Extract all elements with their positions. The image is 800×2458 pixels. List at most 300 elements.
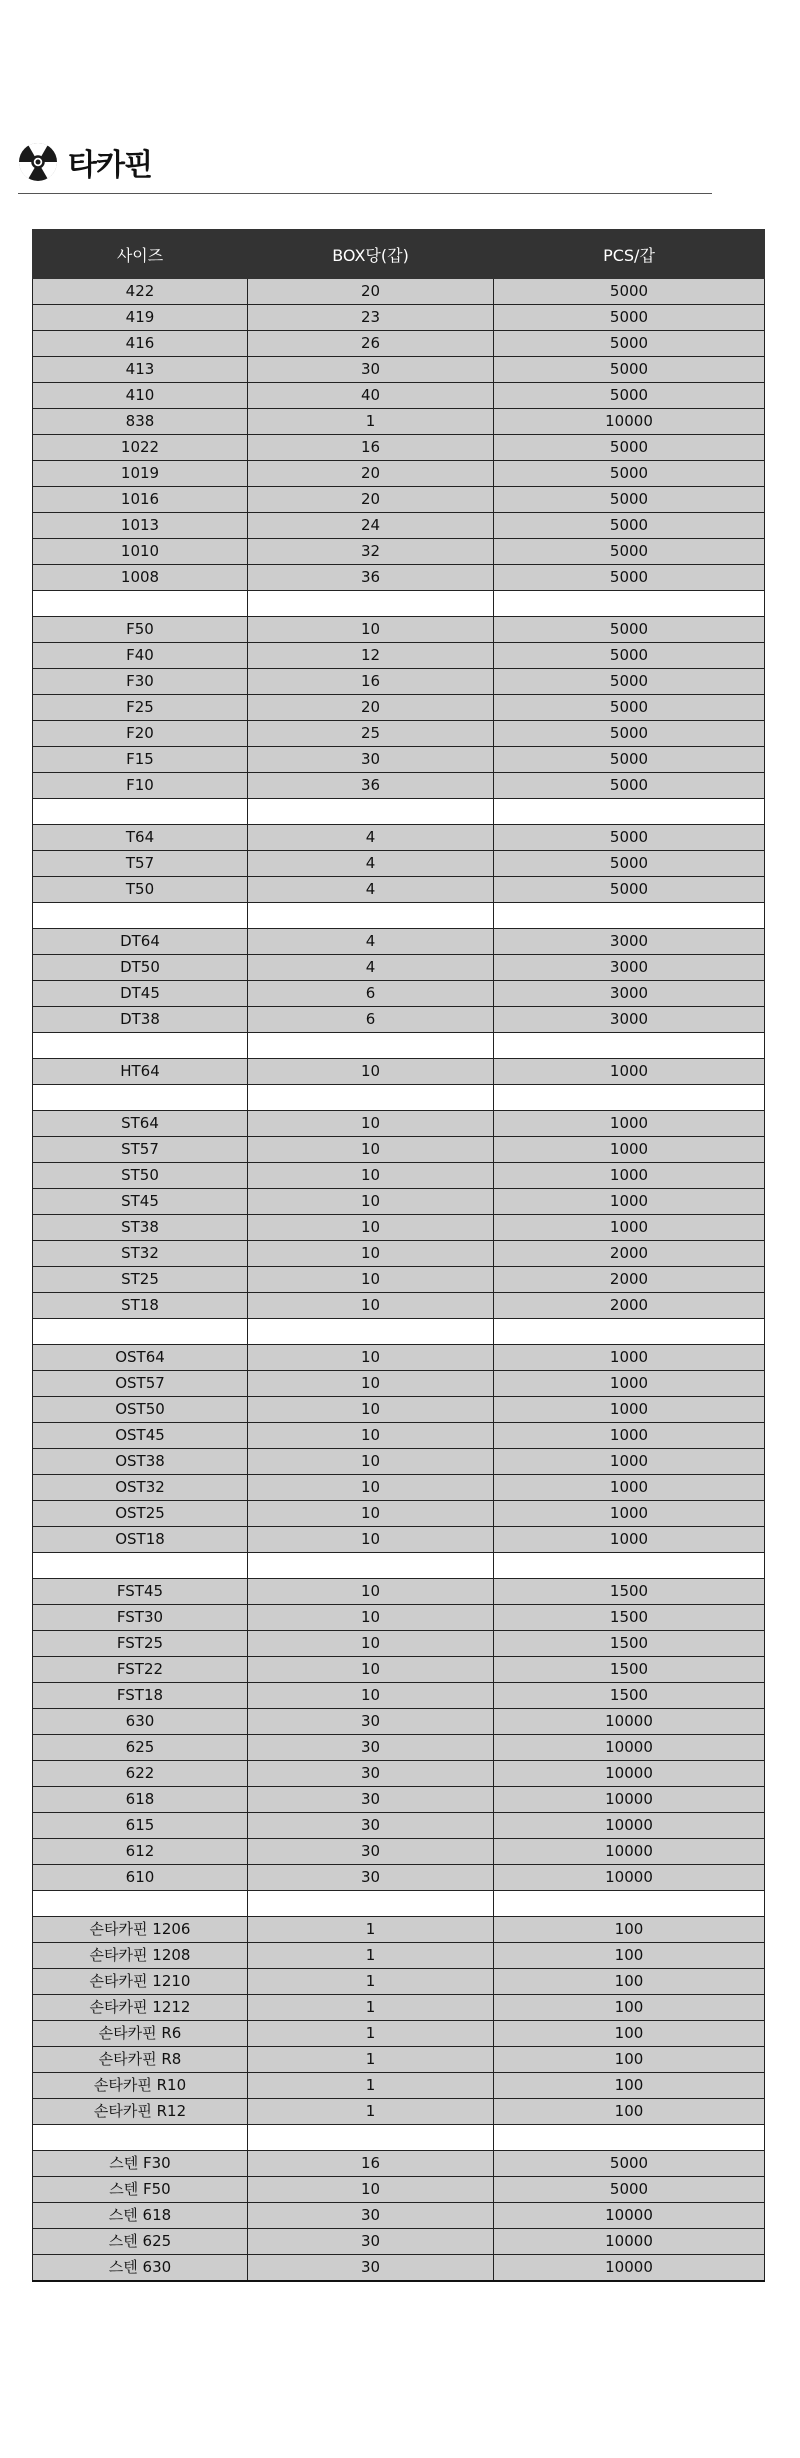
pcs-per-pack-cell: 1000 (494, 1111, 765, 1137)
box-count-cell: 10 (248, 1267, 494, 1293)
table-row (33, 1969, 765, 1995)
size-cell: 838 (33, 409, 248, 435)
table-row (33, 409, 765, 435)
pcs-per-pack-cell: 1500 (494, 1657, 765, 1683)
table-row (33, 877, 765, 903)
box-count-cell: 6 (248, 1007, 494, 1033)
size-cell: T50 (33, 877, 248, 903)
box-count-cell: 10 (248, 1189, 494, 1215)
size-cell: FST25 (33, 1631, 248, 1657)
box-count-cell: 10 (248, 1345, 494, 1371)
spec-table (32, 229, 765, 2282)
size-cell (33, 1319, 248, 1345)
size-cell: OST25 (33, 1501, 248, 1527)
separator-row (33, 1319, 765, 1345)
size-cell: F30 (33, 669, 248, 695)
size-cell: FST45 (33, 1579, 248, 1605)
box-count-cell: 10 (248, 1631, 494, 1657)
table-row (33, 1709, 765, 1735)
table-row (33, 695, 765, 721)
pcs-per-pack-cell: 3000 (494, 1007, 765, 1033)
table-row (33, 1943, 765, 1969)
box-count-cell: 10 (248, 1241, 494, 1267)
box-count-cell: 20 (248, 695, 494, 721)
pcs-per-pack-cell: 1500 (494, 1683, 765, 1709)
box-count-cell: 10 (248, 1059, 494, 1085)
pcs-per-pack-cell: 5000 (494, 461, 765, 487)
table-row (33, 357, 765, 383)
size-cell (33, 1085, 248, 1111)
table-row (33, 1189, 765, 1215)
size-cell: ST50 (33, 1163, 248, 1189)
pcs-per-pack-cell (494, 1085, 765, 1111)
pcs-per-pack-cell: 1000 (494, 1423, 765, 1449)
box-count-cell: 36 (248, 565, 494, 591)
table-row (33, 617, 765, 643)
size-cell: OST38 (33, 1449, 248, 1475)
size-cell: F50 (33, 617, 248, 643)
pcs-per-pack-cell: 1000 (494, 1501, 765, 1527)
table-header-row (33, 230, 765, 279)
pcs-per-pack-cell (494, 903, 765, 929)
table-row (33, 1397, 765, 1423)
box-count-cell: 1 (248, 2099, 494, 2125)
pcs-per-pack-cell: 100 (494, 2073, 765, 2099)
table-row (33, 1605, 765, 1631)
box-count-cell (248, 591, 494, 617)
pcs-per-pack-cell: 5000 (494, 695, 765, 721)
box-count-cell: 30 (248, 2255, 494, 2282)
box-count-cell: 12 (248, 643, 494, 669)
pcs-per-pack-cell: 5000 (494, 617, 765, 643)
box-count-cell: 30 (248, 1735, 494, 1761)
pcs-per-pack-cell: 10000 (494, 1865, 765, 1891)
pcs-per-pack-cell: 5000 (494, 279, 765, 305)
box-count-cell: 10 (248, 1683, 494, 1709)
size-cell (33, 591, 248, 617)
table-row (33, 1163, 765, 1189)
size-cell: FST18 (33, 1683, 248, 1709)
title-divider (18, 193, 712, 194)
table-row (33, 383, 765, 409)
table-row (33, 279, 765, 305)
size-cell: HT64 (33, 1059, 248, 1085)
box-count-cell: 10 (248, 1111, 494, 1137)
box-count-cell: 25 (248, 721, 494, 747)
pcs-per-pack-cell: 3000 (494, 955, 765, 981)
size-cell: OST18 (33, 1527, 248, 1553)
size-cell: 손타카핀 1208 (33, 1943, 248, 1969)
box-count-cell: 20 (248, 487, 494, 513)
pcs-per-pack-cell: 5000 (494, 2151, 765, 2177)
box-count-cell: 10 (248, 1657, 494, 1683)
table-row (33, 1475, 765, 1501)
box-count-cell (248, 1319, 494, 1345)
size-cell: ST32 (33, 1241, 248, 1267)
pcs-per-pack-cell: 1000 (494, 1527, 765, 1553)
box-count-cell: 30 (248, 1865, 494, 1891)
box-count-cell: 4 (248, 929, 494, 955)
table-row (33, 1657, 765, 1683)
pcs-per-pack-cell: 10000 (494, 2203, 765, 2229)
box-count-cell: 36 (248, 773, 494, 799)
pcs-per-pack-cell: 1500 (494, 1631, 765, 1657)
table-row (33, 1267, 765, 1293)
table-row (33, 1787, 765, 1813)
size-cell: 1019 (33, 461, 248, 487)
table-row (33, 487, 765, 513)
size-cell: 손타카핀 R6 (33, 2021, 248, 2047)
pcs-per-pack-cell: 10000 (494, 2255, 765, 2282)
size-cell: 416 (33, 331, 248, 357)
pcs-per-pack-cell: 1000 (494, 1397, 765, 1423)
box-count-cell: 30 (248, 1813, 494, 1839)
size-cell: F15 (33, 747, 248, 773)
box-count-cell: 1 (248, 1969, 494, 1995)
pcs-per-pack-cell: 5000 (494, 669, 765, 695)
table-row (33, 565, 765, 591)
table-row (33, 747, 765, 773)
table-row (33, 305, 765, 331)
pcs-per-pack-cell: 10000 (494, 1761, 765, 1787)
table-row (33, 461, 765, 487)
column-header-pcs-per-pack: PCS/갑 (494, 230, 765, 279)
size-cell: 손타카핀 R10 (33, 2073, 248, 2099)
pcs-per-pack-cell: 10000 (494, 409, 765, 435)
size-cell: 1016 (33, 487, 248, 513)
box-count-cell: 10 (248, 617, 494, 643)
box-count-cell: 16 (248, 669, 494, 695)
table-row (33, 1111, 765, 1137)
size-cell: 스텐 F30 (33, 2151, 248, 2177)
box-count-cell: 10 (248, 1501, 494, 1527)
size-cell: OST32 (33, 1475, 248, 1501)
table-row (33, 2203, 765, 2229)
table-row (33, 669, 765, 695)
pcs-per-pack-cell: 5000 (494, 539, 765, 565)
table-row (33, 955, 765, 981)
pcs-per-pack-cell (494, 1033, 765, 1059)
box-count-cell (248, 799, 494, 825)
size-cell: 413 (33, 357, 248, 383)
table-row (33, 851, 765, 877)
table-row (33, 2099, 765, 2125)
box-count-cell: 1 (248, 2021, 494, 2047)
table-row (33, 1241, 765, 1267)
pcs-per-pack-cell: 2000 (494, 1293, 765, 1319)
box-count-cell: 10 (248, 1163, 494, 1189)
table-row (33, 981, 765, 1007)
separator-row (33, 1085, 765, 1111)
table-row (33, 513, 765, 539)
size-cell: OST50 (33, 1397, 248, 1423)
table-row (33, 2151, 765, 2177)
size-cell: ST64 (33, 1111, 248, 1137)
box-count-cell: 10 (248, 1527, 494, 1553)
pcs-per-pack-cell: 1000 (494, 1163, 765, 1189)
size-cell (33, 1553, 248, 1579)
table-row (33, 825, 765, 851)
pcs-per-pack-cell: 5000 (494, 435, 765, 461)
size-cell: 1010 (33, 539, 248, 565)
size-cell: 1008 (33, 565, 248, 591)
pcs-per-pack-cell: 100 (494, 1995, 765, 2021)
pcs-per-pack-cell: 1000 (494, 1475, 765, 1501)
page-title: 타카핀 (68, 148, 152, 183)
pcs-per-pack-cell: 5000 (494, 331, 765, 357)
box-count-cell (248, 1085, 494, 1111)
table-row (33, 1007, 765, 1033)
size-cell: 410 (33, 383, 248, 409)
pcs-per-pack-cell: 5000 (494, 721, 765, 747)
size-cell: F40 (33, 643, 248, 669)
pcs-per-pack-cell (494, 1319, 765, 1345)
pcs-per-pack-cell: 1000 (494, 1371, 765, 1397)
box-count-cell: 1 (248, 1917, 494, 1943)
pcs-per-pack-cell: 100 (494, 2099, 765, 2125)
table-row (33, 1735, 765, 1761)
size-cell: DT50 (33, 955, 248, 981)
box-count-cell: 1 (248, 2073, 494, 2099)
size-cell: T64 (33, 825, 248, 851)
table-row (33, 539, 765, 565)
box-count-cell: 30 (248, 1787, 494, 1813)
box-count-cell (248, 1553, 494, 1579)
size-cell: ST18 (33, 1293, 248, 1319)
size-cell: 630 (33, 1709, 248, 1735)
table-row (33, 643, 765, 669)
pcs-per-pack-cell: 100 (494, 2021, 765, 2047)
size-cell: OST57 (33, 1371, 248, 1397)
table-row (33, 929, 765, 955)
table-row (33, 2073, 765, 2099)
box-count-cell: 1 (248, 2047, 494, 2073)
box-count-cell: 10 (248, 1475, 494, 1501)
size-cell: ST45 (33, 1189, 248, 1215)
table-row (33, 1865, 765, 1891)
box-count-cell: 4 (248, 825, 494, 851)
box-count-cell: 10 (248, 1605, 494, 1631)
pcs-per-pack-cell: 10000 (494, 2229, 765, 2255)
pcs-per-pack-cell (494, 591, 765, 617)
size-cell (33, 2125, 248, 2151)
table-row (33, 1345, 765, 1371)
box-count-cell (248, 903, 494, 929)
size-cell: 1022 (33, 435, 248, 461)
size-cell: FST30 (33, 1605, 248, 1631)
size-cell: 618 (33, 1787, 248, 1813)
table-row (33, 1839, 765, 1865)
pcs-per-pack-cell: 100 (494, 2047, 765, 2073)
pcs-per-pack-cell: 100 (494, 1943, 765, 1969)
pcs-per-pack-cell: 2000 (494, 1241, 765, 1267)
table-row (33, 1059, 765, 1085)
pcs-per-pack-cell: 3000 (494, 929, 765, 955)
box-count-cell: 4 (248, 955, 494, 981)
pcs-per-pack-cell: 5000 (494, 747, 765, 773)
pcs-per-pack-cell: 5000 (494, 773, 765, 799)
table-row (33, 1917, 765, 1943)
pcs-per-pack-cell: 1000 (494, 1449, 765, 1475)
size-cell: F25 (33, 695, 248, 721)
box-count-cell: 40 (248, 383, 494, 409)
pcs-per-pack-cell: 5000 (494, 2177, 765, 2203)
pcs-per-pack-cell: 10000 (494, 1709, 765, 1735)
table-row (33, 1423, 765, 1449)
size-cell: 625 (33, 1735, 248, 1761)
table-row (33, 1527, 765, 1553)
table-row (33, 721, 765, 747)
box-count-cell: 10 (248, 1215, 494, 1241)
table-row (33, 773, 765, 799)
table-row (33, 1371, 765, 1397)
size-cell: 스텐 618 (33, 2203, 248, 2229)
pcs-per-pack-cell: 2000 (494, 1267, 765, 1293)
box-count-cell: 30 (248, 1709, 494, 1735)
table-row (33, 1995, 765, 2021)
box-count-cell: 4 (248, 877, 494, 903)
column-header-box-count: BOX당(갑) (248, 230, 494, 279)
table-row (33, 1449, 765, 1475)
box-count-cell: 6 (248, 981, 494, 1007)
box-count-cell: 16 (248, 2151, 494, 2177)
box-count-cell: 10 (248, 1397, 494, 1423)
size-cell: 손타카핀 R8 (33, 2047, 248, 2073)
column-header-size: 사이즈 (33, 230, 248, 279)
box-count-cell: 30 (248, 1761, 494, 1787)
box-count-cell: 16 (248, 435, 494, 461)
size-cell: OST45 (33, 1423, 248, 1449)
table-row (33, 2255, 765, 2282)
pcs-per-pack-cell: 10000 (494, 1839, 765, 1865)
box-count-cell: 10 (248, 1293, 494, 1319)
pcs-per-pack-cell: 3000 (494, 981, 765, 1007)
size-cell: DT64 (33, 929, 248, 955)
pcs-per-pack-cell: 1000 (494, 1215, 765, 1241)
box-count-cell: 20 (248, 279, 494, 305)
size-cell: 손타카핀 R12 (33, 2099, 248, 2125)
size-cell: F10 (33, 773, 248, 799)
pcs-per-pack-cell (494, 1891, 765, 1917)
box-count-cell: 32 (248, 539, 494, 565)
box-count-cell: 10 (248, 2177, 494, 2203)
box-count-cell: 26 (248, 331, 494, 357)
pcs-per-pack-cell: 1000 (494, 1059, 765, 1085)
size-cell (33, 1033, 248, 1059)
box-count-cell: 30 (248, 357, 494, 383)
size-cell (33, 799, 248, 825)
table-row (33, 1631, 765, 1657)
size-cell: F20 (33, 721, 248, 747)
box-count-cell: 20 (248, 461, 494, 487)
size-cell: 622 (33, 1761, 248, 1787)
pcs-per-pack-cell: 10000 (494, 1813, 765, 1839)
section-heading (18, 140, 152, 184)
pcs-per-pack-cell (494, 1553, 765, 1579)
box-count-cell: 10 (248, 1137, 494, 1163)
table-row (33, 2021, 765, 2047)
size-cell: 419 (33, 305, 248, 331)
size-cell: DT45 (33, 981, 248, 1007)
size-cell: 스텐 625 (33, 2229, 248, 2255)
size-cell: ST57 (33, 1137, 248, 1163)
table-row (33, 1813, 765, 1839)
size-cell: ST25 (33, 1267, 248, 1293)
separator-row (33, 1553, 765, 1579)
box-count-cell: 4 (248, 851, 494, 877)
box-count-cell: 10 (248, 1371, 494, 1397)
separator-row (33, 591, 765, 617)
table-row (33, 1501, 765, 1527)
size-cell: 1013 (33, 513, 248, 539)
pcs-per-pack-cell: 5000 (494, 643, 765, 669)
size-cell: T57 (33, 851, 248, 877)
pcs-per-pack-cell: 5000 (494, 825, 765, 851)
box-count-cell (248, 1033, 494, 1059)
box-count-cell: 1 (248, 1995, 494, 2021)
pcs-per-pack-cell: 100 (494, 1969, 765, 1995)
separator-row (33, 903, 765, 929)
size-cell: FST22 (33, 1657, 248, 1683)
box-count-cell: 30 (248, 2203, 494, 2229)
pcs-per-pack-cell: 5000 (494, 357, 765, 383)
pcs-per-pack-cell: 1500 (494, 1579, 765, 1605)
table-row (33, 1683, 765, 1709)
pcs-per-pack-cell: 5000 (494, 305, 765, 331)
box-count-cell: 10 (248, 1579, 494, 1605)
pcs-per-pack-cell (494, 2125, 765, 2151)
pcs-per-pack-cell: 1500 (494, 1605, 765, 1631)
radiation-trefoil-icon (18, 142, 58, 182)
size-cell: 손타카핀 1206 (33, 1917, 248, 1943)
pcs-per-pack-cell: 1000 (494, 1137, 765, 1163)
size-cell: 스텐 F50 (33, 2177, 248, 2203)
pcs-per-pack-cell: 100 (494, 1917, 765, 1943)
size-cell: OST64 (33, 1345, 248, 1371)
box-count-cell: 10 (248, 1449, 494, 1475)
box-count-cell: 24 (248, 513, 494, 539)
size-cell (33, 1891, 248, 1917)
table-row (33, 2229, 765, 2255)
pcs-per-pack-cell: 5000 (494, 877, 765, 903)
box-count-cell: 23 (248, 305, 494, 331)
box-count-cell (248, 1891, 494, 1917)
box-count-cell: 30 (248, 747, 494, 773)
size-cell: 610 (33, 1865, 248, 1891)
size-cell: 스텐 630 (33, 2255, 248, 2282)
table-row (33, 1137, 765, 1163)
box-count-cell (248, 2125, 494, 2151)
size-cell: 손타카핀 1212 (33, 1995, 248, 2021)
separator-row (33, 1033, 765, 1059)
pcs-per-pack-cell: 5000 (494, 383, 765, 409)
pcs-per-pack-cell: 5000 (494, 487, 765, 513)
pcs-per-pack-cell: 1000 (494, 1345, 765, 1371)
separator-row (33, 2125, 765, 2151)
box-count-cell: 1 (248, 1943, 494, 1969)
table-row (33, 2047, 765, 2073)
pcs-per-pack-cell: 10000 (494, 1735, 765, 1761)
box-count-cell: 1 (248, 409, 494, 435)
size-cell: DT38 (33, 1007, 248, 1033)
size-cell: 615 (33, 1813, 248, 1839)
table-row (33, 1761, 765, 1787)
box-count-cell: 10 (248, 1423, 494, 1449)
table-row (33, 2177, 765, 2203)
pcs-per-pack-cell: 5000 (494, 851, 765, 877)
table-row (33, 1215, 765, 1241)
separator-row (33, 1891, 765, 1917)
